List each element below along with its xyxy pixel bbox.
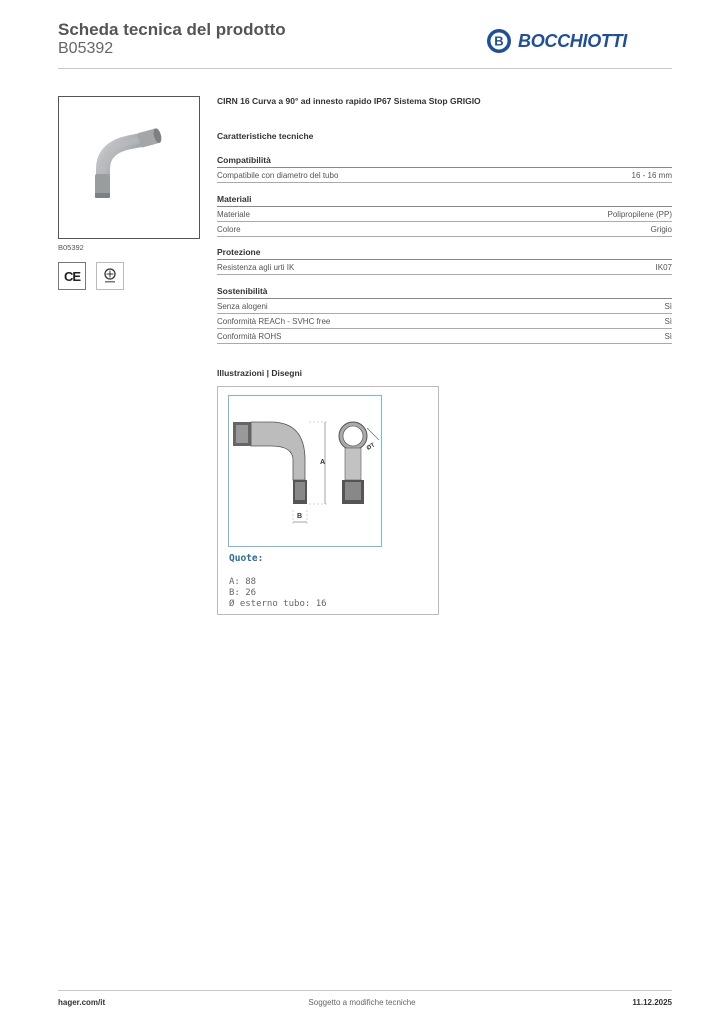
spec-row bbox=[217, 222, 672, 237]
section-title: Compatibilità bbox=[217, 155, 672, 168]
spec-row bbox=[217, 314, 672, 329]
spec-value: Sì bbox=[664, 302, 672, 311]
svg-text:B: B bbox=[494, 33, 504, 49]
section-title: Sostenibilità bbox=[217, 286, 672, 299]
product-image bbox=[58, 96, 200, 239]
section-materials bbox=[217, 194, 672, 237]
dim-phi-label: ØT bbox=[365, 442, 377, 452]
spec-value: Polipropilene (PP) bbox=[607, 210, 672, 219]
quote-title: Quote: bbox=[229, 553, 264, 564]
technical-drawing bbox=[217, 386, 439, 615]
header-divider bbox=[58, 68, 672, 69]
spec-value: Sì bbox=[664, 317, 672, 326]
spec-row bbox=[217, 260, 672, 275]
spec-row bbox=[217, 299, 672, 314]
imq-mark-icon bbox=[96, 262, 124, 290]
footer-date: 11.12.2025 bbox=[632, 998, 672, 1007]
footer-website-link[interactable]: hager.com/it bbox=[58, 998, 106, 1007]
spec-value: Sì bbox=[664, 332, 672, 341]
product-code-caption: B05392 bbox=[58, 243, 84, 252]
dim-a-label: A bbox=[320, 459, 326, 466]
product-name: CIRN 16 Curva a 90° ad innesto rapido IP67 Sistema Stop GRIGIO bbox=[217, 96, 481, 106]
product-code-heading: B05392 bbox=[58, 40, 114, 57]
bocchiotti-logo-icon bbox=[486, 28, 512, 54]
spec-row bbox=[217, 329, 672, 344]
section-protection bbox=[217, 247, 672, 275]
section-sustainability bbox=[217, 286, 672, 344]
spec-label: Resistenza agli urti IK bbox=[217, 263, 295, 272]
tech-specs-title: Caratteristiche tecniche bbox=[217, 131, 314, 141]
spec-label: Materiale bbox=[217, 210, 250, 219]
quote-line: A: 88 bbox=[229, 577, 257, 587]
illustrations-title: Illustrazioni | Disegni bbox=[217, 368, 303, 378]
page-title: Scheda tecnica del prodotto bbox=[58, 20, 286, 39]
spec-value: Grigio bbox=[650, 225, 672, 234]
curved-conduit-bend-icon bbox=[59, 97, 199, 238]
spec-label: Conformità REACh - SVHC free bbox=[217, 317, 331, 326]
spec-label: Colore bbox=[217, 225, 241, 234]
spec-label: Senza alogeni bbox=[217, 302, 268, 311]
section-title: Materiali bbox=[217, 194, 672, 207]
spec-row bbox=[217, 207, 672, 222]
spec-value: IK07 bbox=[655, 263, 672, 272]
spec-row bbox=[217, 168, 672, 183]
drawing-frame bbox=[228, 395, 382, 547]
spec-value: 16 - 16 mm bbox=[631, 171, 672, 180]
section-title: Protezione bbox=[217, 247, 672, 260]
spec-label: Conformità ROHS bbox=[217, 332, 282, 341]
ce-mark-icon: CE bbox=[58, 262, 86, 290]
brand-wordmark: BOCCHIOTTI bbox=[518, 30, 627, 51]
spec-label: Compatibile con diametro del tubo bbox=[217, 171, 339, 180]
dim-b-label: B bbox=[297, 513, 303, 520]
footer-divider bbox=[58, 990, 672, 991]
quote-line: Ø esterno tubo: 16 bbox=[229, 599, 327, 609]
quote-line: B: 26 bbox=[229, 588, 257, 598]
footer-disclaimer: Soggetto a modifiche tecniche bbox=[308, 998, 416, 1007]
dimension-drawing-icon bbox=[229, 396, 381, 546]
brand-logo bbox=[486, 28, 627, 54]
section-compatibility bbox=[217, 155, 672, 183]
